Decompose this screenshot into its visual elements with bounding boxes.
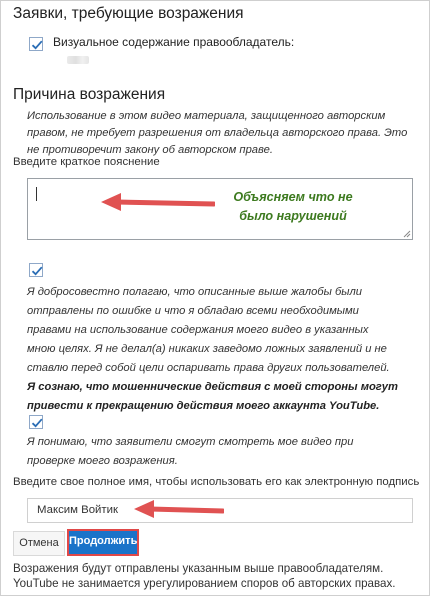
reason-description: Использование в этом видео материала, защищенного авторским правом, не требует разрешения от владельца авторского права. Это не противоречит закону об авторском праве.: [27, 110, 408, 156]
reason-section-title: Причина возражения: [13, 86, 166, 103]
confirm-good-faith-text: [27, 283, 399, 416]
confirm-good-faith-statement: Я добросовестно полагаю, что описанные выше жалобы были отправлены по ошибке и что я обладаю всеми необходимыми правами на использование содержания моего видео в указанных мною целях. Я не делал(а) никаких заведомо ложных заявлений и не ставлю перед собой цели оспаривать права других пользователей.: [27, 286, 390, 374]
claim-checkbox[interactable]: [29, 37, 43, 51]
confirm-fraud-warning: Я сознаю, что мошеннические действия с моей стороны могут привести к прекращению действия моего аккаунта YouTube.: [27, 381, 398, 412]
check-icon: [30, 264, 44, 278]
signature-label: Введите свое полное имя, чтобы использовать его как электронную подпись: [13, 476, 420, 488]
check-icon: [30, 416, 44, 430]
resize-handle-icon[interactable]: [403, 230, 411, 238]
annotation-text: Объясняем что не было нарушений: [233, 190, 353, 223]
confirm-view-checkbox[interactable]: [29, 415, 43, 429]
confirm-good-faith-checkbox[interactable]: [29, 263, 43, 277]
continue-button-highlight: [67, 529, 139, 556]
annotation-arrow-icon: [128, 497, 224, 523]
explanation-label: Введите краткое пояснение: [13, 156, 160, 168]
annotation-arrow-icon: [95, 191, 215, 217]
claim-label: Визуальное содержание правообладатель:: [53, 35, 295, 49]
cancel-button[interactable]: Отмена: [13, 531, 65, 556]
redacted-owner: [67, 56, 89, 64]
check-icon: [30, 38, 44, 52]
claims-section-title: Заявки, требующие возражения: [13, 5, 244, 22]
continue-button[interactable]: Продолжить: [69, 531, 137, 554]
confirm-view-text: Я понимаю, что заявители смогут смотреть мое видео при проверке моего возражения.: [27, 436, 354, 467]
footer-note: Возражения будут отправлены указанным выше правообладателям. YouTube не занимается урегулированием споров об авторских правах.: [13, 562, 396, 590]
text-cursor: [36, 187, 37, 201]
signature-input[interactable]: Максим Войтик: [27, 498, 413, 523]
